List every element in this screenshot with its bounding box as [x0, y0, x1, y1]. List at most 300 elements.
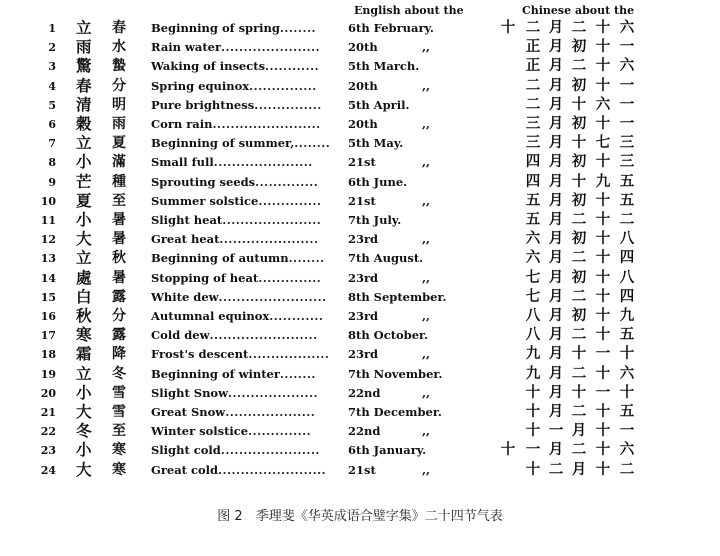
row-number: 19: [40, 367, 56, 381]
chinese-date-char: 十: [595, 250, 611, 267]
row-number: 20: [40, 386, 56, 400]
leader-dots: ..............: [248, 424, 312, 439]
row-number: 22: [40, 425, 56, 439]
table-row: [0, 230, 720, 249]
term-chinese-char1: 冬: [76, 422, 91, 441]
term-chinese-char2: 春: [112, 20, 124, 36]
term-chinese-char1: 立: [76, 364, 91, 383]
header-chinese: Chinese about the: [522, 4, 635, 17]
chinese-date-char: 六: [595, 96, 611, 113]
chinese-date-char: 二: [571, 442, 587, 459]
chinese-date-char: 九: [595, 173, 611, 190]
term-english: [151, 422, 311, 441]
term-english: [151, 77, 317, 96]
english-date: 6th February.: [348, 21, 434, 35]
english-date: 20th: [348, 117, 378, 131]
ditto-mark: ,,: [422, 385, 431, 400]
leader-dots: ..............: [258, 270, 322, 285]
term-chinese-char2: 冬: [112, 365, 124, 382]
chinese-date-char: 三: [525, 135, 541, 152]
term-english: [151, 96, 322, 115]
row-number: 24: [40, 463, 56, 477]
table-row: [0, 134, 720, 153]
term-english: [151, 461, 326, 480]
chinese-date-char: 六: [619, 20, 635, 36]
chinese-date-char: 月: [548, 269, 564, 286]
term-chinese-char1: 秋: [76, 307, 91, 325]
row-number: 12: [40, 233, 56, 247]
chinese-date-char: 十: [595, 269, 611, 286]
chinese-date-char: 月: [548, 135, 564, 152]
table-row: [0, 307, 720, 326]
term-chinese-char2: 秋: [112, 250, 124, 267]
term-english-label: Sprouting seeds: [151, 174, 256, 189]
chinese-date-char: 月: [548, 442, 564, 459]
chinese-date-char: 月: [548, 39, 564, 56]
term-chinese-char1: 霜: [76, 345, 91, 364]
chinese-date-char: 二: [525, 96, 541, 113]
ditto-mark: ,,: [422, 270, 431, 285]
chinese-date-char: 十: [595, 327, 611, 344]
table-row: [0, 153, 720, 172]
table-row: [0, 96, 720, 115]
term-english: [151, 269, 321, 288]
term-chinese-char2: 種: [112, 173, 124, 190]
leader-dots: ........: [279, 21, 316, 35]
chinese-date-char: 十: [595, 404, 611, 420]
chinese-date-char: 九: [619, 308, 635, 324]
leader-dots: ..............: [258, 193, 322, 208]
chinese-date-char: 十: [595, 154, 611, 171]
row-number: 10: [40, 194, 56, 208]
chinese-date-char: 九: [525, 365, 541, 382]
term-english: [151, 57, 319, 76]
chinese-date-char: 十: [595, 39, 611, 56]
term-chinese-char1: 大: [76, 403, 91, 421]
chinese-date-char: 二: [525, 20, 541, 36]
chinese-date-char: 八: [619, 269, 635, 286]
term-chinese-char2: 水: [112, 39, 124, 56]
term-english-label: Beginning of autumn: [151, 251, 289, 266]
term-english: [151, 384, 318, 403]
term-chinese-char2: 蟄: [112, 58, 124, 75]
term-english: [151, 249, 325, 268]
chinese-date-char: 月: [548, 365, 564, 382]
chinese-date-char: 三: [619, 135, 635, 152]
leader-dots: ........................: [218, 462, 327, 477]
chinese-date-char: 十: [619, 384, 635, 401]
term-chinese-char1: 大: [76, 230, 91, 249]
term-chinese-char1: 立: [76, 19, 91, 37]
chinese-date-char: 月: [571, 461, 587, 478]
chinese-date-char: 十: [525, 423, 541, 440]
table-row: [0, 173, 720, 192]
term-chinese-char2: 明: [112, 96, 124, 113]
chinese-date-char: 十: [595, 231, 611, 248]
header-english: English about the: [354, 4, 464, 17]
chinese-date-char: 十: [595, 212, 611, 228]
term-chinese-char2: 雨: [112, 116, 124, 132]
chinese-date-char: 十: [595, 308, 611, 324]
row-number: 15: [40, 290, 56, 304]
chinese-date-char: 月: [548, 212, 564, 228]
term-english: [151, 115, 321, 134]
chinese-date-char: 十: [525, 404, 541, 420]
chinese-date-char: 一: [595, 384, 611, 401]
chinese-date-char: 月: [548, 384, 564, 401]
chinese-date-char: 月: [548, 58, 564, 75]
term-chinese-char1: 雨: [76, 38, 91, 57]
english-date: 8th October.: [348, 328, 429, 343]
chinese-date-char: 二: [525, 77, 541, 94]
chinese-date-char: 月: [548, 20, 564, 36]
chinese-date-char: 十: [595, 288, 611, 305]
term-chinese-char2: 雪: [112, 404, 124, 420]
table-row: [0, 115, 720, 134]
chinese-date-char: 初: [571, 39, 587, 56]
chinese-date-char: 七: [595, 135, 611, 152]
chinese-date-char: 四: [619, 288, 635, 305]
term-chinese-char2: 雪: [112, 384, 124, 401]
english-date: 21st: [348, 193, 376, 208]
term-chinese-char1: 小: [76, 211, 91, 229]
leader-dots: ........................: [212, 117, 321, 131]
term-english-label: Beginning of summer,: [151, 136, 295, 151]
chinese-date-char: 十: [571, 173, 587, 190]
chinese-date-char: 五: [619, 173, 635, 190]
english-date: 20th: [348, 78, 378, 93]
chinese-date-char: 十: [619, 346, 635, 363]
ditto-mark: ,,: [422, 117, 431, 131]
chinese-date-char: 一: [525, 442, 541, 459]
term-chinese-char2: 寒: [112, 442, 124, 459]
table-row: [0, 403, 720, 422]
table-row: [0, 441, 720, 460]
row-number: 18: [40, 348, 56, 362]
row-number: 2: [48, 41, 56, 55]
chinese-date-char: 二: [571, 212, 587, 228]
term-english-label: Autumnal equinox: [151, 309, 270, 323]
chinese-date-prefix: 十: [500, 442, 516, 459]
term-chinese-char2: 夏: [112, 135, 124, 152]
chinese-date-char: 十: [595, 116, 611, 132]
english-date: 20th: [348, 40, 378, 55]
chinese-date-char: 二: [571, 58, 587, 75]
chinese-date-char: 十: [595, 423, 611, 440]
row-number: 9: [48, 175, 56, 189]
term-english: [151, 288, 327, 307]
leader-dots: ........: [288, 251, 325, 266]
ditto-mark: ,,: [422, 347, 431, 362]
chinese-date-char: 十: [595, 192, 611, 209]
row-number: 7: [48, 137, 56, 151]
chinese-date-char: 月: [548, 231, 564, 248]
chinese-date-char: 二: [571, 365, 587, 382]
leader-dots: ........................: [209, 328, 318, 343]
chinese-date-char: 十: [525, 461, 541, 478]
chinese-date-char: 四: [619, 250, 635, 267]
leader-dots: ...............: [254, 97, 322, 112]
ditto-mark: ,,: [422, 462, 431, 477]
chinese-date-char: 月: [548, 77, 564, 94]
chinese-date-char: 七: [525, 288, 541, 305]
term-english-label: Beginning of spring: [151, 21, 280, 35]
chinese-date-char: 二: [619, 461, 635, 478]
chinese-date-char: 十: [571, 96, 587, 113]
term-chinese-char1: 立: [76, 249, 91, 268]
term-chinese-char2: 至: [112, 192, 124, 209]
chinese-date-char: 六: [619, 58, 635, 75]
term-english-label: Beginning of winter: [151, 366, 280, 381]
chinese-date-char: 一: [619, 116, 635, 132]
english-date: 7th November.: [348, 366, 443, 381]
table-row: [0, 77, 720, 96]
chinese-date-char: 一: [619, 39, 635, 56]
chinese-date-char: 六: [525, 250, 541, 267]
term-english-label: Corn rain: [151, 117, 213, 131]
chinese-date-char: 七: [525, 269, 541, 286]
term-chinese-char1: 驚: [76, 57, 91, 76]
leader-dots: ....................: [228, 385, 319, 400]
leader-dots: ......................: [213, 155, 313, 170]
table-row: [0, 365, 720, 384]
term-english-label: Waking of insects: [151, 59, 266, 74]
chinese-date-char: 十: [571, 384, 587, 401]
chinese-date-char: 四: [525, 154, 541, 171]
term-english-label: Great heat: [151, 232, 220, 247]
chinese-date-char: 三: [525, 116, 541, 132]
chinese-date-char: 八: [525, 327, 541, 344]
english-date: 6th January.: [348, 443, 427, 458]
leader-dots: ......................: [222, 213, 322, 227]
row-number: 13: [40, 252, 56, 266]
table-row: [0, 384, 720, 403]
leader-dots: ........: [279, 366, 316, 381]
chinese-date-char: 二: [571, 404, 587, 420]
english-date: 6th June.: [348, 174, 408, 189]
term-english: [151, 365, 316, 384]
english-date: 5th April.: [348, 97, 410, 112]
row-number: 6: [48, 118, 56, 131]
term-english-label: Slight cold: [151, 443, 221, 458]
row-number: 5: [48, 98, 56, 112]
term-english-label: Pure brightness: [151, 97, 255, 112]
term-chinese-char2: 至: [112, 423, 124, 440]
term-english: [151, 230, 319, 249]
chinese-date-char: 二: [571, 250, 587, 267]
english-date: 5th March.: [348, 59, 420, 74]
term-chinese-char1: 處: [76, 268, 91, 287]
term-english: [151, 192, 321, 211]
chinese-date-char: 初: [571, 77, 587, 94]
chinese-date-char: 正: [525, 39, 541, 56]
ditto-mark: ,,: [422, 78, 431, 93]
term-chinese-char1: 寒: [76, 326, 91, 345]
english-date: 21st: [348, 462, 376, 477]
chinese-date-char: 初: [571, 231, 587, 248]
table-row: [0, 461, 720, 480]
chinese-date-char: 月: [548, 173, 564, 190]
chinese-date-char: 正: [525, 58, 541, 75]
chinese-date-char: 初: [571, 192, 587, 209]
term-english-label: Slight heat: [151, 213, 223, 227]
english-date: 23rd: [348, 347, 379, 362]
chinese-date-char: 初: [571, 116, 587, 132]
chinese-date-char: 六: [525, 231, 541, 248]
chinese-date-char: 十: [595, 442, 611, 459]
chinese-date-char: 三: [619, 154, 635, 171]
term-chinese-char1: 小: [76, 383, 91, 402]
table-row: [0, 422, 720, 441]
chinese-date-char: 一: [619, 423, 635, 440]
term-english: [151, 173, 318, 192]
term-chinese-char2: 滿: [112, 154, 124, 171]
chinese-date-char: 二: [571, 20, 587, 36]
term-chinese-char2: 降: [112, 346, 124, 363]
chinese-date-char: 初: [571, 308, 587, 324]
english-date: 7th August.: [348, 251, 424, 266]
leader-dots: ......................: [220, 443, 320, 458]
term-english-label: Rain water: [151, 40, 222, 55]
table-row: [0, 249, 720, 268]
table-row: [0, 192, 720, 211]
row-number: 11: [40, 214, 56, 227]
term-chinese-char1: 立: [76, 134, 91, 153]
leader-dots: ..............: [255, 174, 319, 189]
row-number: 8: [48, 156, 56, 170]
term-english-label: Spring equinox: [151, 78, 250, 93]
chinese-date-char: 五: [619, 404, 635, 420]
chinese-date-char: 月: [571, 423, 587, 440]
leader-dots: ..................: [248, 347, 330, 362]
term-english: [151, 38, 320, 57]
term-english-label: Stopping of heat: [151, 270, 259, 285]
ditto-mark: ,,: [422, 193, 431, 208]
chinese-date-char: 十: [595, 20, 611, 36]
row-number: 17: [40, 329, 56, 343]
chinese-date-char: 月: [548, 404, 564, 420]
chinese-date-char: 十: [595, 77, 611, 94]
term-chinese-char2: 分: [112, 308, 124, 324]
term-english-label: White dew: [151, 289, 219, 304]
table-row: [0, 345, 720, 364]
english-date: 7th December.: [348, 405, 442, 419]
term-chinese-char1: 小: [76, 153, 91, 172]
term-english-label: Great Snow: [151, 405, 226, 419]
leader-dots: ............: [269, 309, 324, 323]
leader-dots: ...............: [249, 78, 317, 93]
term-english: [151, 345, 329, 364]
chinese-date-char: 十: [525, 384, 541, 401]
term-english: [151, 134, 330, 153]
chinese-date-char: 月: [548, 327, 564, 344]
leader-dots: ......................: [219, 232, 319, 247]
chinese-date-char: 月: [548, 192, 564, 209]
row-number: 3: [48, 60, 56, 74]
term-chinese-char1: 春: [76, 76, 91, 95]
table-row: [0, 19, 720, 38]
term-chinese-char1: 清: [76, 95, 91, 114]
term-english-label: Summer solstice: [151, 193, 259, 208]
english-date: 23rd: [348, 270, 379, 285]
term-english-label: Small full: [151, 155, 214, 170]
leader-dots: ......................: [221, 40, 321, 55]
row-number: 4: [48, 79, 56, 93]
figure-caption: 图 2 季理斐《华英成语合璧字集》二十四节气表: [217, 509, 503, 524]
english-date: 21st: [348, 155, 376, 170]
leader-dots: ............: [265, 59, 320, 74]
term-english-label: Winter solstice: [151, 424, 249, 439]
term-english: [151, 403, 315, 422]
english-date: 22nd: [348, 385, 381, 400]
chinese-date-char: 初: [571, 269, 587, 286]
table-row: [0, 57, 720, 76]
chinese-date-char: 十: [571, 135, 587, 152]
term-chinese-char1: 白: [76, 287, 91, 306]
table-row: [0, 326, 720, 345]
term-chinese-char1: 夏: [76, 191, 91, 210]
chinese-date-char: 一: [619, 96, 635, 113]
term-chinese-char1: 小: [76, 441, 91, 460]
chinese-date-char: 一: [548, 423, 564, 440]
ditto-mark: ,,: [422, 424, 431, 439]
ditto-mark: ,,: [422, 155, 431, 170]
chinese-date-char: 月: [548, 308, 564, 324]
chinese-date-char: 十: [595, 461, 611, 478]
chinese-date-char: 初: [571, 154, 587, 171]
chinese-date-char: 八: [619, 231, 635, 248]
english-date: 23rd: [348, 232, 379, 247]
chinese-date-char: 月: [548, 288, 564, 305]
term-chinese-char2: 分: [112, 77, 124, 94]
term-english: [151, 326, 318, 345]
term-chinese-char2: 露: [112, 288, 124, 305]
chinese-date-char: 六: [619, 365, 635, 382]
chinese-date-char: 月: [548, 250, 564, 267]
chinese-date-prefix: 十: [500, 20, 516, 36]
chinese-date-char: 五: [525, 212, 541, 228]
chinese-date-char: 一: [595, 346, 611, 363]
term-english: [151, 19, 316, 38]
english-date: 8th September.: [348, 289, 447, 304]
table-row: [0, 38, 720, 57]
chinese-date-char: 二: [619, 212, 635, 228]
chinese-date-char: 五: [525, 192, 541, 209]
english-date: 7th July.: [348, 213, 402, 227]
chinese-date-char: 九: [525, 346, 541, 363]
row-number: 23: [40, 444, 56, 458]
term-chinese-char1: 穀: [76, 115, 91, 133]
term-english-label: Slight Snow: [151, 385, 228, 400]
table-row: [0, 288, 720, 307]
term-chinese-char2: 暑: [112, 212, 124, 228]
chinese-date-char: 八: [525, 308, 541, 324]
chinese-date-char: 五: [619, 327, 635, 344]
term-chinese-char1: 大: [76, 460, 91, 479]
chinese-date-char: 五: [619, 192, 635, 209]
chinese-date-char: 月: [548, 96, 564, 113]
term-english: [151, 441, 320, 460]
chinese-date-char: 十: [595, 365, 611, 382]
term-english: [151, 153, 313, 172]
term-english-label: Cold dew: [151, 328, 210, 343]
chinese-date-char: 月: [548, 154, 564, 171]
table-row: [0, 269, 720, 288]
leader-dots: ....................: [225, 405, 316, 419]
leader-dots: ........................: [218, 289, 327, 304]
term-chinese-char1: 芒: [76, 172, 91, 191]
term-english-label: Great cold: [151, 462, 219, 477]
